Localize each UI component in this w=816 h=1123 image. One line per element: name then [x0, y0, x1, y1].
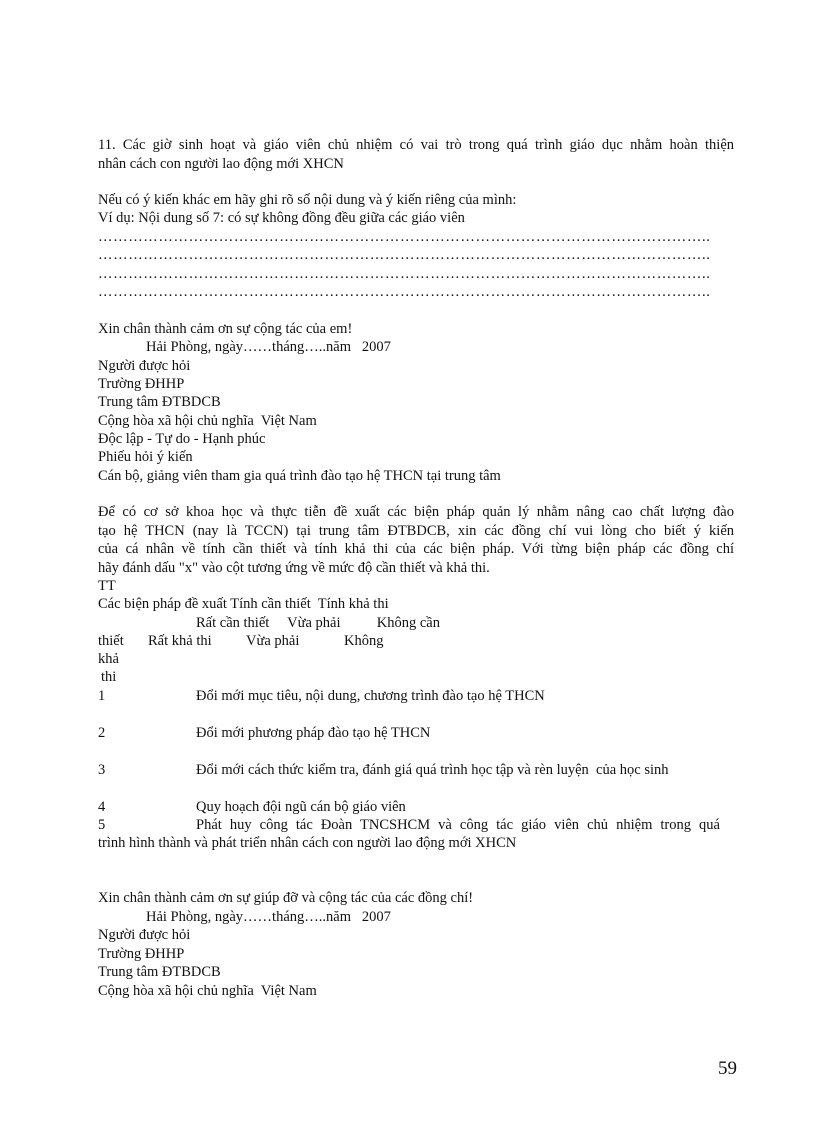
form-title: Phiếu hỏi ý kiến	[98, 449, 193, 465]
republic-title: Cộng hòa xã hội chủ nghĩa Việt Nam	[98, 413, 317, 429]
question-11-line-2: nhân cách con người lao động mới XHCN	[98, 156, 344, 172]
table-sub-header-2a: thiết	[98, 633, 124, 649]
table-row-num: 4	[98, 799, 106, 815]
table-sub-header-3: khả	[98, 651, 119, 667]
table-row-text: Quy hoạch đội ngũ cán bộ giáo viên	[196, 799, 406, 815]
center-name: Trung tâm ĐTBDCB	[98, 394, 221, 410]
table-row-text-continued: trình hình thành và phát triển nhân cách con người lao động mới XHCN	[98, 835, 517, 851]
dotted-answer-line: …………………………………………………………………………………………………………..	[98, 266, 711, 282]
table-row-num: 1	[98, 688, 106, 704]
question-11-line-1: 11. Các giờ sinh hoạt và giáo viên chủ nhiệm có vai trò trong quá trình giáo dục nhằm hoàn thiện	[98, 137, 734, 153]
audience-line: Cán bộ, giảng viên tham gia quá trình đào tạo hệ THCN tại trung tâm	[98, 468, 501, 484]
dotted-answer-line: …………………………………………………………………………………………………………..	[98, 229, 711, 245]
table-row-text: Phát huy công tác Đoàn TNCSHCM và công tác giáo viên chủ nhiệm trong quá	[196, 817, 720, 833]
dotted-answer-line: …………………………………………………………………………………………………………..	[98, 284, 711, 300]
closing-respondent: Người được hỏi	[98, 927, 191, 943]
closing-center: Trung tâm ĐTBDCB	[98, 964, 221, 980]
closing-republic: Cộng hòa xã hội chủ nghĩa Việt Nam	[98, 983, 317, 999]
table-sub-header-2d: Không	[344, 633, 384, 649]
table-row-text: Đổi mới cách thức kiểm tra, đánh giá quá trình học tập và rèn luyện của học sinh	[196, 762, 669, 778]
table-header-row: Các biện pháp đề xuất Tính cần thiết Tính khả thi	[98, 596, 389, 612]
intro-line: của cá nhân về tính cần thiết và tính khả thi của các biện pháp. Với từng biện pháp các đồng chí	[98, 541, 734, 557]
closing-school: Trường ĐHHP	[98, 946, 185, 962]
other-opinion-prompt: Nếu có ý kiến khác em hãy ghi rõ số nội dung và ý kiến riêng của mình:	[98, 192, 517, 208]
table-col-tt: TT	[98, 578, 116, 594]
example-line: Ví dụ: Nội dung số 7: có sự không đồng đều giữa các giáo viên	[98, 210, 465, 226]
table-sub-header: Rất cần thiết Vừa phải Không cần	[196, 615, 440, 631]
intro-line: hãy đánh dấu "x" vào cột tương ứng về mức độ cần thiết và khả thi.	[98, 560, 490, 576]
table-sub-header-2c: Vừa phải	[246, 633, 300, 649]
table-row-num: 2	[98, 725, 106, 741]
table-row-num: 3	[98, 762, 106, 778]
thanks-line: Xin chân thành cảm ơn sự cộng tác của em!	[98, 321, 353, 337]
page-number: 59	[718, 1058, 737, 1079]
motto: Độc lập - Tự do - Hạnh phúc	[98, 431, 266, 447]
respondent-label: Người được hỏi	[98, 358, 191, 374]
intro-line: tạo hệ THCN (nay là TCCN) tại trung tâm ĐTBDCB, xin các đồng chí vui lòng cho biết ý kiến	[98, 523, 734, 539]
closing-thanks: Xin chân thành cảm ơn sự giúp đỡ và cộng tác của các đồng chí!	[98, 890, 474, 906]
table-row-num: 5	[98, 817, 106, 833]
dotted-answer-line: …………………………………………………………………………………………………………..	[98, 247, 711, 263]
school-name: Trường ĐHHP	[98, 376, 185, 392]
closing-date: Hải Phòng, ngày……tháng…..năm 2007	[146, 909, 391, 925]
table-sub-header-2b: Rất khả thi	[148, 633, 212, 649]
date-line: Hải Phòng, ngày……tháng…..năm 2007	[146, 339, 391, 355]
intro-line: Để có cơ sở khoa học và thực tiễn đề xuất các biện pháp quản lý nhằm nâng cao chất lượng đào	[98, 504, 734, 520]
table-row-text: Đổi mới mục tiêu, nội dung, chương trình đào tạo hệ THCN	[196, 688, 545, 704]
table-row-text: Đổi mới phương pháp đào tạo hệ THCN	[196, 725, 431, 741]
table-sub-header-4: thi	[101, 669, 117, 685]
